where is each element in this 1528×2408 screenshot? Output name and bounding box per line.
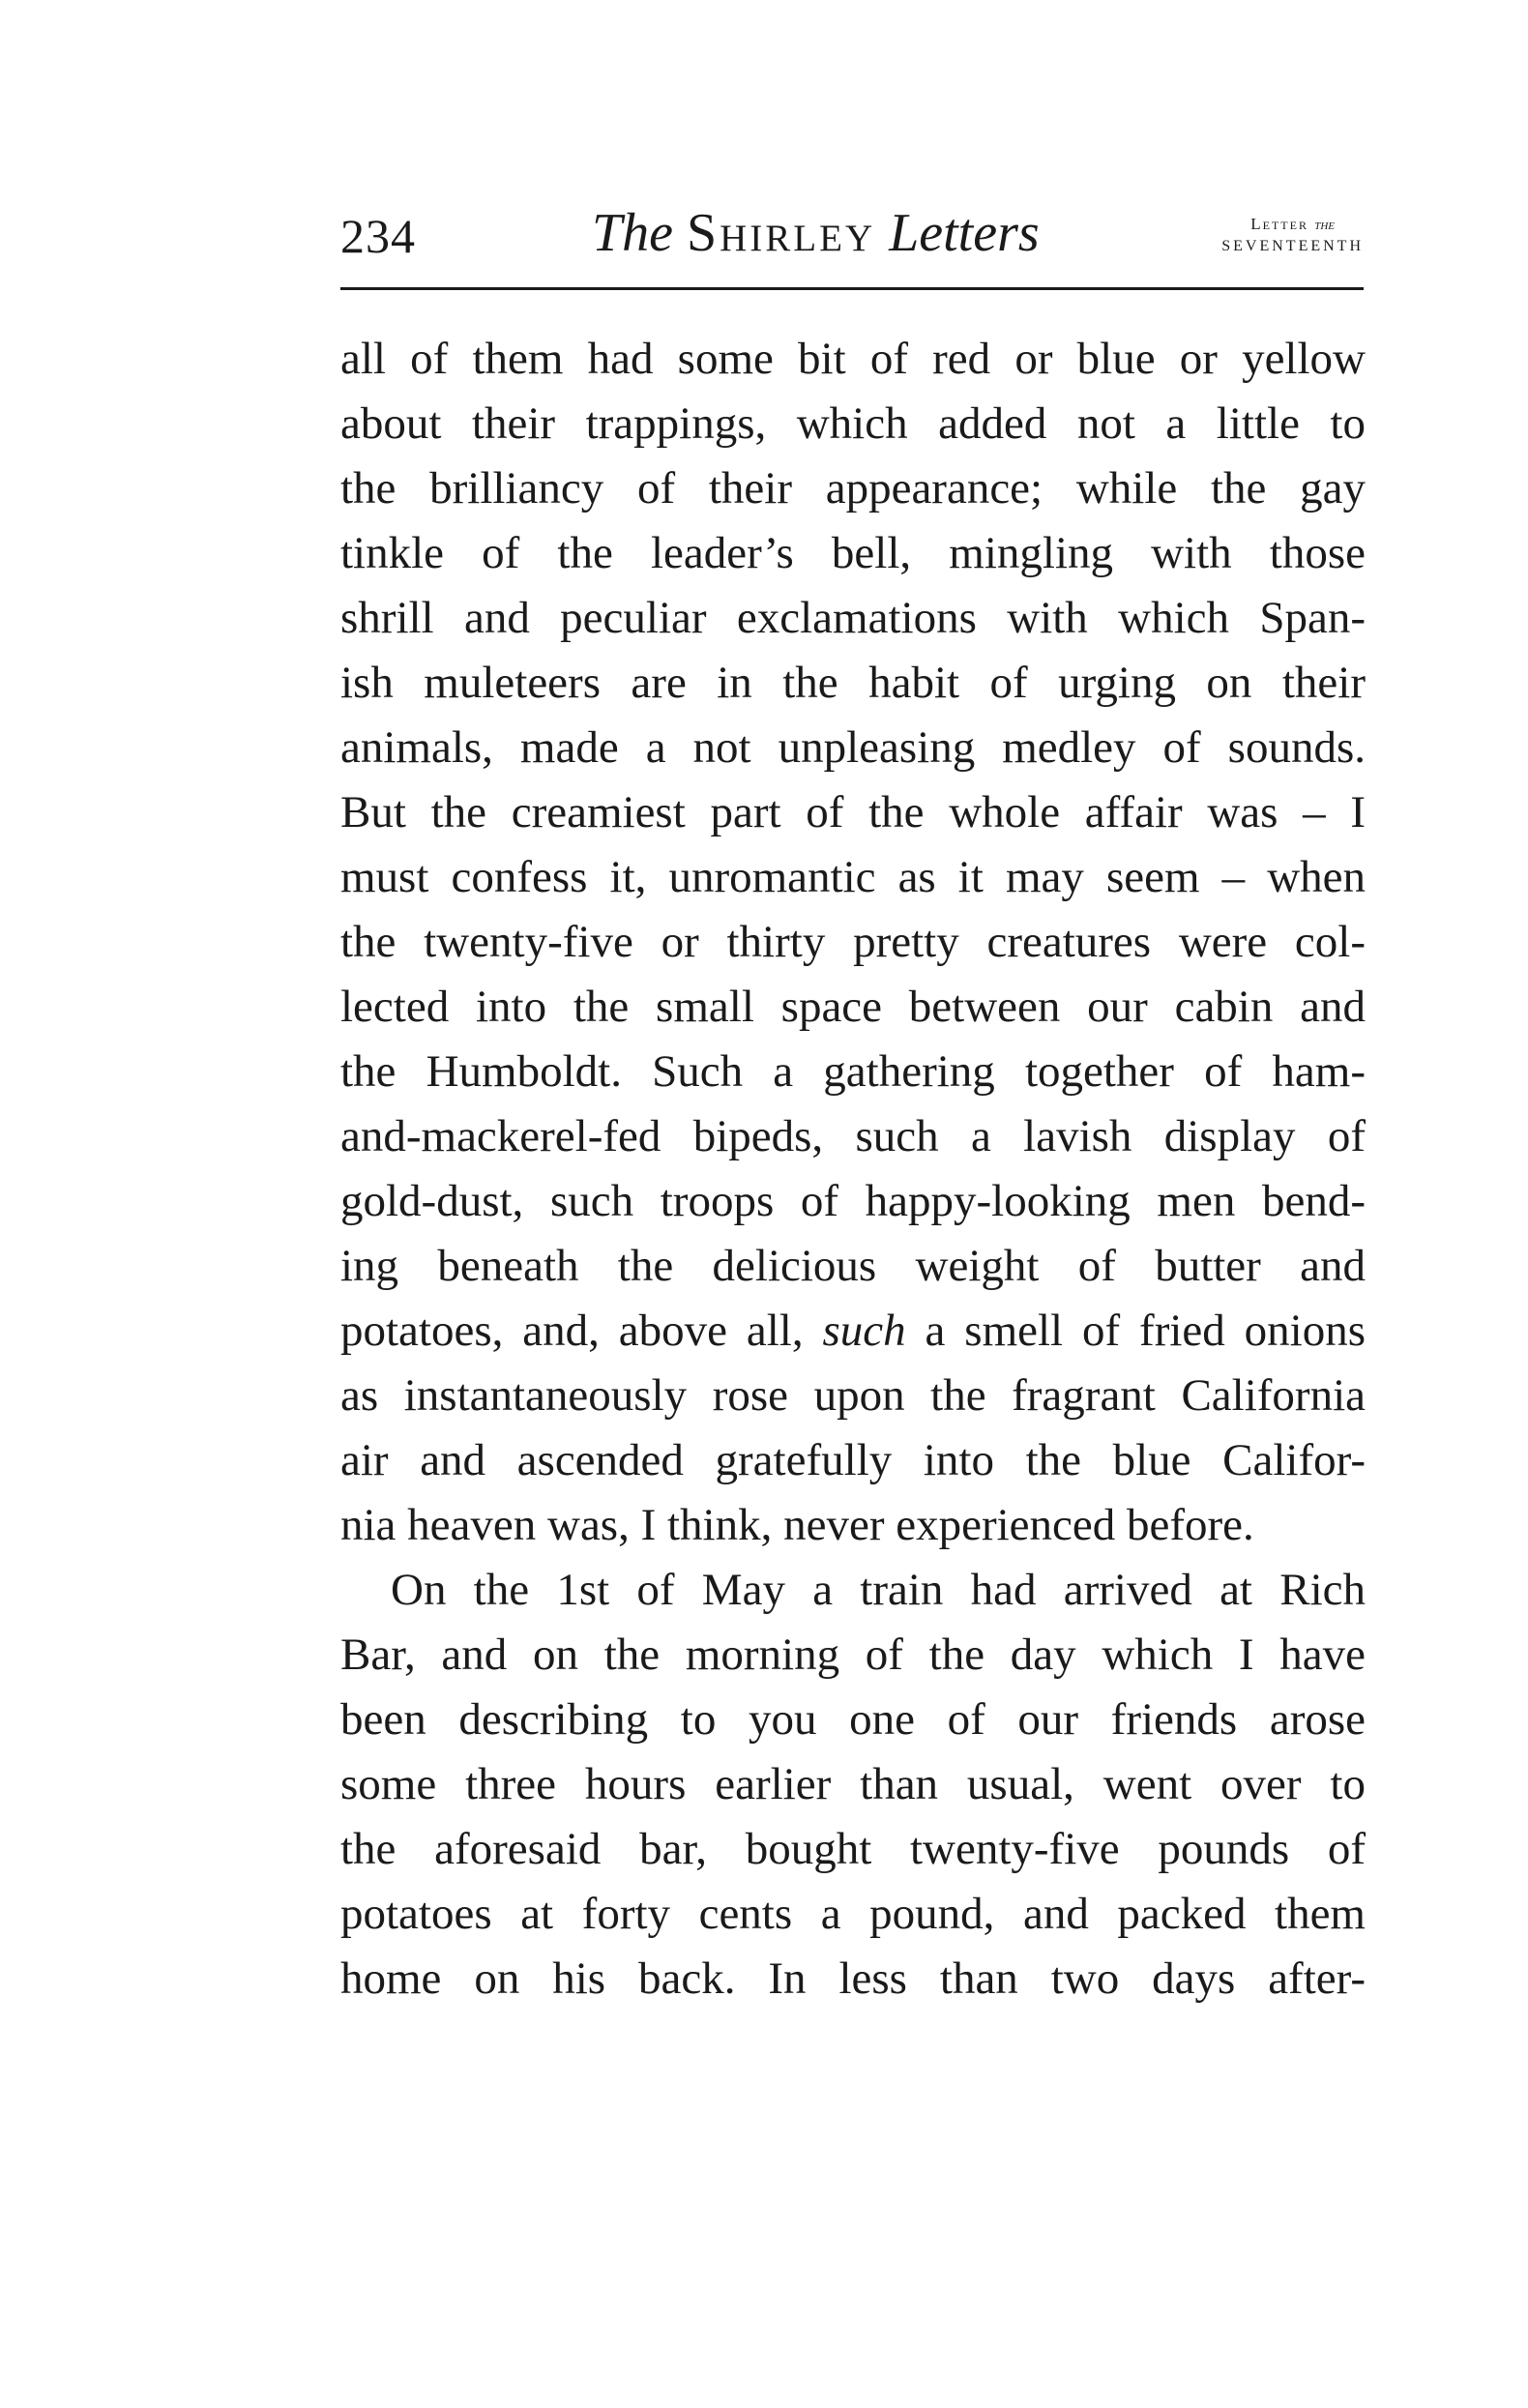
text-line: animals, made a not unpleasing medley of sounds. — [340, 722, 1366, 773]
text-line: the twenty-five or thirty pretty creatures were col- — [340, 917, 1366, 967]
text-line: been describing to you one of our friends arose — [340, 1694, 1366, 1745]
title-the: The — [592, 203, 673, 263]
text-line: must confess it, unromantic as it may seem – when — [340, 852, 1366, 902]
text-line: the Humboldt. Such a gathering together of ham- — [340, 1046, 1366, 1097]
paragraph-end-line: nia heaven was, I think, never experienced before. — [340, 1500, 1254, 1550]
text-segment: a smell of fried onions — [925, 1306, 1366, 1356]
text-line: some three hours earlier than usual, went over to — [340, 1759, 1366, 1809]
text-line: and-mackerel-fed bipeds, such a lavish display of — [340, 1111, 1366, 1161]
header-rule — [340, 287, 1364, 290]
text-line: tinkle of the leader’s bell, mingling with those — [340, 528, 1366, 578]
text-line: gold-dust, such troops of happy-looking men bend- — [340, 1176, 1366, 1226]
book-title — [592, 202, 1040, 264]
letter-word: Letter — [1250, 215, 1308, 233]
text-segment: potatoes, and, above all, — [340, 1306, 804, 1356]
body-text — [340, 327, 1366, 2012]
text-line: all of them had some bit of red or blue or yellow — [340, 334, 1366, 384]
page-number: 234 — [340, 209, 416, 263]
text-line: lected into the small space between our cabin and — [340, 982, 1366, 1032]
text-line: home on his back. In less than two days after- — [340, 1953, 1366, 2004]
letter-label — [1221, 214, 1364, 257]
letter-label-line1 — [1221, 214, 1364, 236]
title-shirley: Shirley — [687, 203, 876, 263]
text-line: But the creamiest part of the whole affair was – I — [340, 787, 1366, 837]
italic-word-such: such — [822, 1306, 906, 1356]
letter-ordinal: SEVENTEENTH — [1221, 238, 1364, 254]
text-line: the brilliancy of their appearance; while the gay — [340, 463, 1366, 514]
letter-the: the — [1314, 217, 1335, 233]
text-line: air and ascended gratefully into the blue Califor- — [340, 1435, 1366, 1485]
text-line: ing beneath the delicious weight of butter and — [340, 1241, 1366, 1291]
title-letters: Letters — [889, 203, 1040, 263]
paragraph-start-line: On the 1st of May a train had arrived at Rich — [391, 1565, 1366, 1615]
text-line: potatoes at forty cents a pound, and packed them — [340, 1889, 1366, 1939]
text-line: Bar, and on the morning of the day which I have — [340, 1630, 1366, 1680]
text-line: about their trappings, which added not a little to — [340, 398, 1366, 449]
text-line: the aforesaid bar, bought twenty-five pounds of — [340, 1824, 1366, 1874]
running-head — [340, 198, 1364, 285]
text-line: ish muleteers are in the habit of urging on their — [340, 658, 1366, 708]
text-line: shrill and peculiar exclamations with which Span- — [340, 593, 1366, 643]
text-line: as instantaneously rose upon the fragrant California — [340, 1370, 1366, 1421]
text-line-with-italic — [340, 1299, 1366, 1364]
